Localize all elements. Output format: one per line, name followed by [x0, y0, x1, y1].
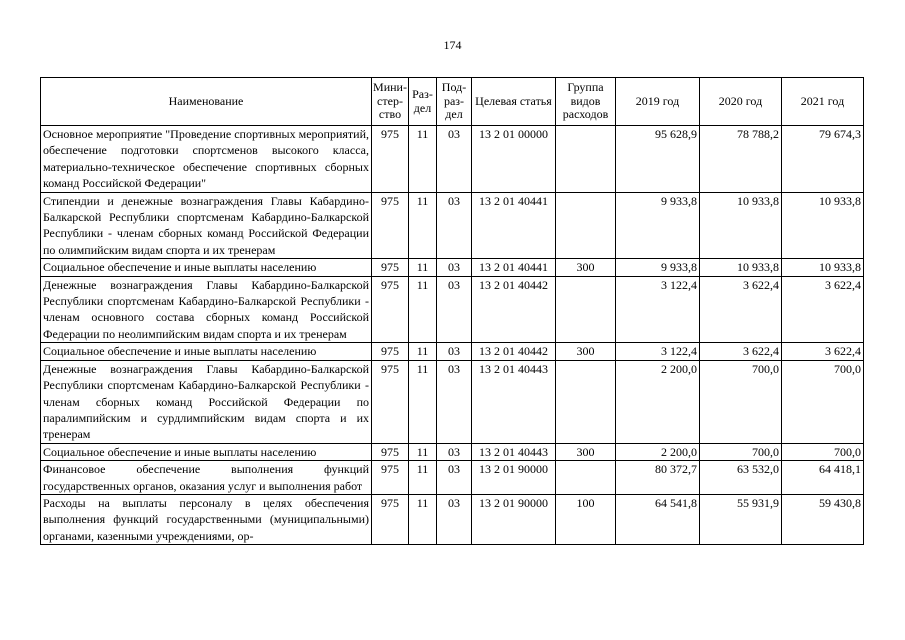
- table-row: [41, 461, 864, 495]
- row-2021: 3 622,4: [782, 276, 864, 343]
- row-2021: 10 933,8: [782, 192, 864, 259]
- row-section: 11: [409, 443, 437, 460]
- row-name: Финансовое обеспечение выполнения функций государственных органов, оказания услуг и выполнения работ: [41, 461, 372, 495]
- row-ministry: 975: [372, 443, 409, 460]
- table-row: [41, 443, 864, 460]
- row-2021: 700,0: [782, 443, 864, 460]
- row-target: 13 2 01 40443: [472, 443, 556, 460]
- row-section: 11: [409, 494, 437, 544]
- row-target: 13 2 01 90000: [472, 494, 556, 544]
- row-section: 11: [409, 192, 437, 259]
- row-section: 11: [409, 461, 437, 495]
- row-name: Расходы на выплаты персоналу в целях обеспечения выполнения функций государственными (муниципальными) органами, казенными учреждениями, ор-: [41, 494, 372, 544]
- header-ministry: Мини-стер-ство: [372, 78, 409, 126]
- row-name: Социальное обеспечение и иные выплаты населению: [41, 343, 372, 360]
- row-ministry: 975: [372, 192, 409, 259]
- row-group: [556, 276, 616, 343]
- row-subsection: 03: [437, 360, 472, 443]
- row-2020: 78 788,2: [700, 126, 782, 193]
- row-2021: 10 933,8: [782, 259, 864, 276]
- row-2020: 700,0: [700, 443, 782, 460]
- row-section: 11: [409, 360, 437, 443]
- row-2019: 9 933,8: [616, 192, 700, 259]
- row-subsection: 03: [437, 443, 472, 460]
- row-name: Социальное обеспечение и иные выплаты населению: [41, 259, 372, 276]
- budget-table: [40, 77, 864, 545]
- row-2019: 2 200,0: [616, 360, 700, 443]
- table-row: [41, 192, 864, 259]
- row-2020: 10 933,8: [700, 192, 782, 259]
- row-subsection: 03: [437, 126, 472, 193]
- table-row: [41, 343, 864, 360]
- row-2019: 3 122,4: [616, 343, 700, 360]
- row-2021: 59 430,8: [782, 494, 864, 544]
- row-2020: 10 933,8: [700, 259, 782, 276]
- row-2021: 64 418,1: [782, 461, 864, 495]
- row-target: 13 2 01 40442: [472, 276, 556, 343]
- row-ministry: 975: [372, 461, 409, 495]
- row-name: Денежные вознаграждения Главы Кабардино-Балкарской Республики спортсменам Кабардино-Балкарской Республики - членам сборных команд Российской Федерации по паралимпийским и сурдлимпийским видам спорта и их тренерам: [41, 360, 372, 443]
- row-group: [556, 126, 616, 193]
- row-section: 11: [409, 259, 437, 276]
- row-target: 13 2 01 40441: [472, 192, 556, 259]
- row-subsection: 03: [437, 461, 472, 495]
- row-section: 11: [409, 343, 437, 360]
- row-2019: 64 541,8: [616, 494, 700, 544]
- row-group: 300: [556, 259, 616, 276]
- row-2020: 63 532,0: [700, 461, 782, 495]
- row-ministry: 975: [372, 126, 409, 193]
- row-target: 13 2 01 40442: [472, 343, 556, 360]
- row-subsection: 03: [437, 192, 472, 259]
- header-section: Раз-дел: [409, 78, 437, 126]
- row-2021: 79 674,3: [782, 126, 864, 193]
- table-row: [41, 259, 864, 276]
- row-target: 13 2 01 90000: [472, 461, 556, 495]
- row-group: 300: [556, 443, 616, 460]
- row-2019: 80 372,7: [616, 461, 700, 495]
- table-row: [41, 494, 864, 544]
- row-ministry: 975: [372, 343, 409, 360]
- table-row: [41, 276, 864, 343]
- row-2020: 55 931,9: [700, 494, 782, 544]
- row-ministry: 975: [372, 494, 409, 544]
- row-subsection: 03: [437, 259, 472, 276]
- header-2020: 2020 год: [700, 78, 782, 126]
- row-group: 300: [556, 343, 616, 360]
- header-2021: 2021 год: [782, 78, 864, 126]
- row-name: Денежные вознаграждения Главы Кабардино-Балкарской Республики спортсменам Кабардино-Балкарской Республики - членам основного состава сборных команд Российской Федерации по неолимпийским видам спорта и их тренерам: [41, 276, 372, 343]
- row-2021: 700,0: [782, 360, 864, 443]
- row-target: 13 2 01 40443: [472, 360, 556, 443]
- row-target: 13 2 01 00000: [472, 126, 556, 193]
- row-group: 100: [556, 494, 616, 544]
- row-name: Основное мероприятие "Проведение спортивных мероприятий, обеспечение подготовки спортсменов высокого класса, материально-техническое обеспечение спортивных сборных команд Российской Федерации": [41, 126, 372, 193]
- row-2020: 3 622,4: [700, 276, 782, 343]
- row-ministry: 975: [372, 259, 409, 276]
- row-2019: 9 933,8: [616, 259, 700, 276]
- row-group: [556, 192, 616, 259]
- row-2020: 3 622,4: [700, 343, 782, 360]
- row-2019: 2 200,0: [616, 443, 700, 460]
- row-2019: 95 628,9: [616, 126, 700, 193]
- page-number: 174: [443, 38, 462, 52]
- header-expense-group: Группа видов расходов: [556, 78, 616, 126]
- row-ministry: 975: [372, 276, 409, 343]
- row-group: [556, 461, 616, 495]
- row-ministry: 975: [372, 360, 409, 443]
- row-2019: 3 122,4: [616, 276, 700, 343]
- header-name: Наименование: [41, 78, 372, 126]
- row-section: 11: [409, 276, 437, 343]
- table-row: [41, 360, 864, 443]
- row-subsection: 03: [437, 343, 472, 360]
- row-2020: 700,0: [700, 360, 782, 443]
- row-section: 11: [409, 126, 437, 193]
- table-row: [41, 126, 864, 193]
- row-group: [556, 360, 616, 443]
- header-2019: 2019 год: [616, 78, 700, 126]
- row-2021: 3 622,4: [782, 343, 864, 360]
- header-subsection: Под-раз-дел: [437, 78, 472, 126]
- table-body: [41, 126, 864, 545]
- row-name: Социальное обеспечение и иные выплаты населению: [41, 443, 372, 460]
- header-row: [41, 78, 864, 126]
- header-target: Целевая статья: [472, 78, 556, 126]
- row-name: Стипендии и денежные вознаграждения Главы Кабардино-Балкарской Республики спортсменам Кабардино-Балкарской Республики - членам сборных команд Российской Федерации по олимпийским видам спорта и их тренерам: [41, 192, 372, 259]
- row-subsection: 03: [437, 494, 472, 544]
- row-target: 13 2 01 40441: [472, 259, 556, 276]
- row-subsection: 03: [437, 276, 472, 343]
